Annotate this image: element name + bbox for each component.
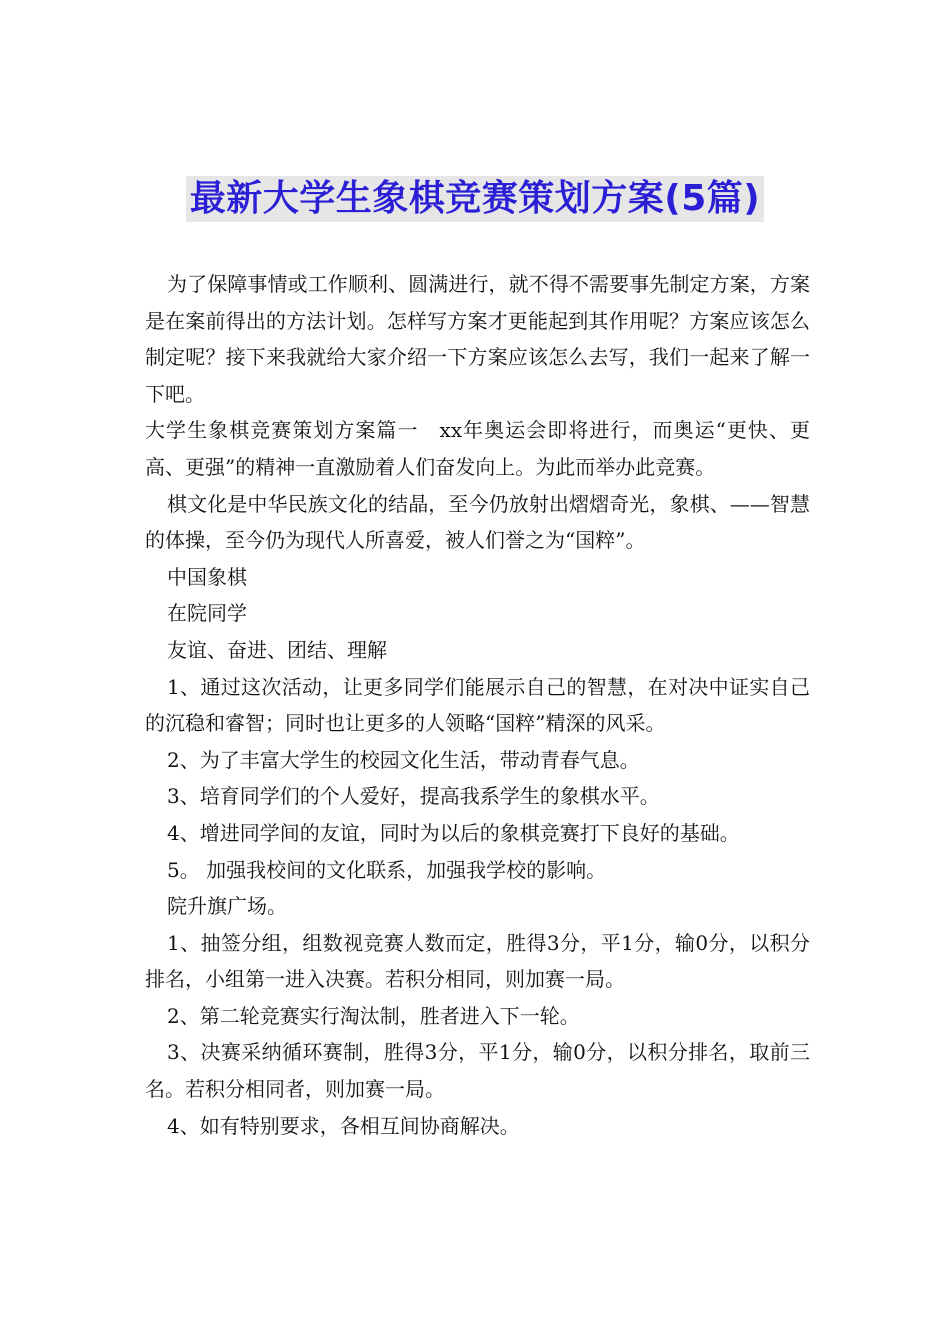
- participants-line: 在院同学: [167, 601, 247, 626]
- section-heading-paragraph: 大学生象棋竞赛策划方案篇一 xx年奥运会即将进行，而奥运“更快、更高、更强”的精神一直激励着人们奋发向上。为此而举办此竞赛。: [145, 418, 810, 479]
- rule-item-3: 3、决赛采纳循环赛制，胜得3分，平1分，输0分，以积分排名，取前三名。若积分相同者，则加赛一局。: [145, 1040, 810, 1102]
- goal-item-2: 2、为了丰富大学生的校园文化生活，带动青春气息。: [167, 747, 640, 772]
- goal-item-4: 4、增进同学间的友谊，同时为以后的象棋竞赛打下良好的基础。: [167, 820, 740, 845]
- rule-item-2: 2、第二轮竞赛实行淘汰制，胜者进入下一轮。: [167, 1003, 580, 1028]
- purpose-line: 友谊、奋进、团结、理解: [167, 637, 387, 662]
- title-container: [0, 176, 950, 222]
- intro-paragraph: 为了保障事情或工作顺利、圆满进行，就不得不需要事先制定方案，方案是在案前得出的方法计划。怎样写方案才更能起到其作用呢？方案应该怎么制定呢？接下来我就给大家介绍一下方案应该怎么去写，我们一起来了解一下吧。: [145, 272, 810, 406]
- goal-item-5: 5。 加强我校间的文化联系，加强我学校的影响。: [167, 857, 607, 882]
- document-body: [145, 266, 810, 1144]
- theme-line: 中国象棋: [167, 564, 247, 589]
- culture-paragraph: 棋文化是中华民族文化的结晶，至今仍放射出熠熠奇光，象棋、——智慧的体操，至今仍为现代人所喜爱，被人们誉之为“国粹”。: [145, 491, 810, 553]
- document-title: 最新大学生象棋竞赛策划方案(5篇): [186, 176, 764, 222]
- venue-line: 院升旗广场。: [167, 894, 287, 919]
- rule-item-4: 4、如有特别要求，各相互间协商解决。: [167, 1113, 520, 1138]
- rule-item-1: 1、抽签分组，组数视竞赛人数而定，胜得3分，平1分，输0分，以积分排名，小组第一进入决赛。若积分相同，则加赛一局。: [145, 930, 810, 992]
- goal-item-3: 3、培育同学们的个人爱好，提高我系学生的象棋水平。: [167, 784, 660, 809]
- goal-item-1: 1、通过这次活动，让更多同学们能展示自己的智慧，在对决中证实自己的沉稳和睿智；同时也让更多的人领略“国粹”精深的风采。: [145, 674, 810, 736]
